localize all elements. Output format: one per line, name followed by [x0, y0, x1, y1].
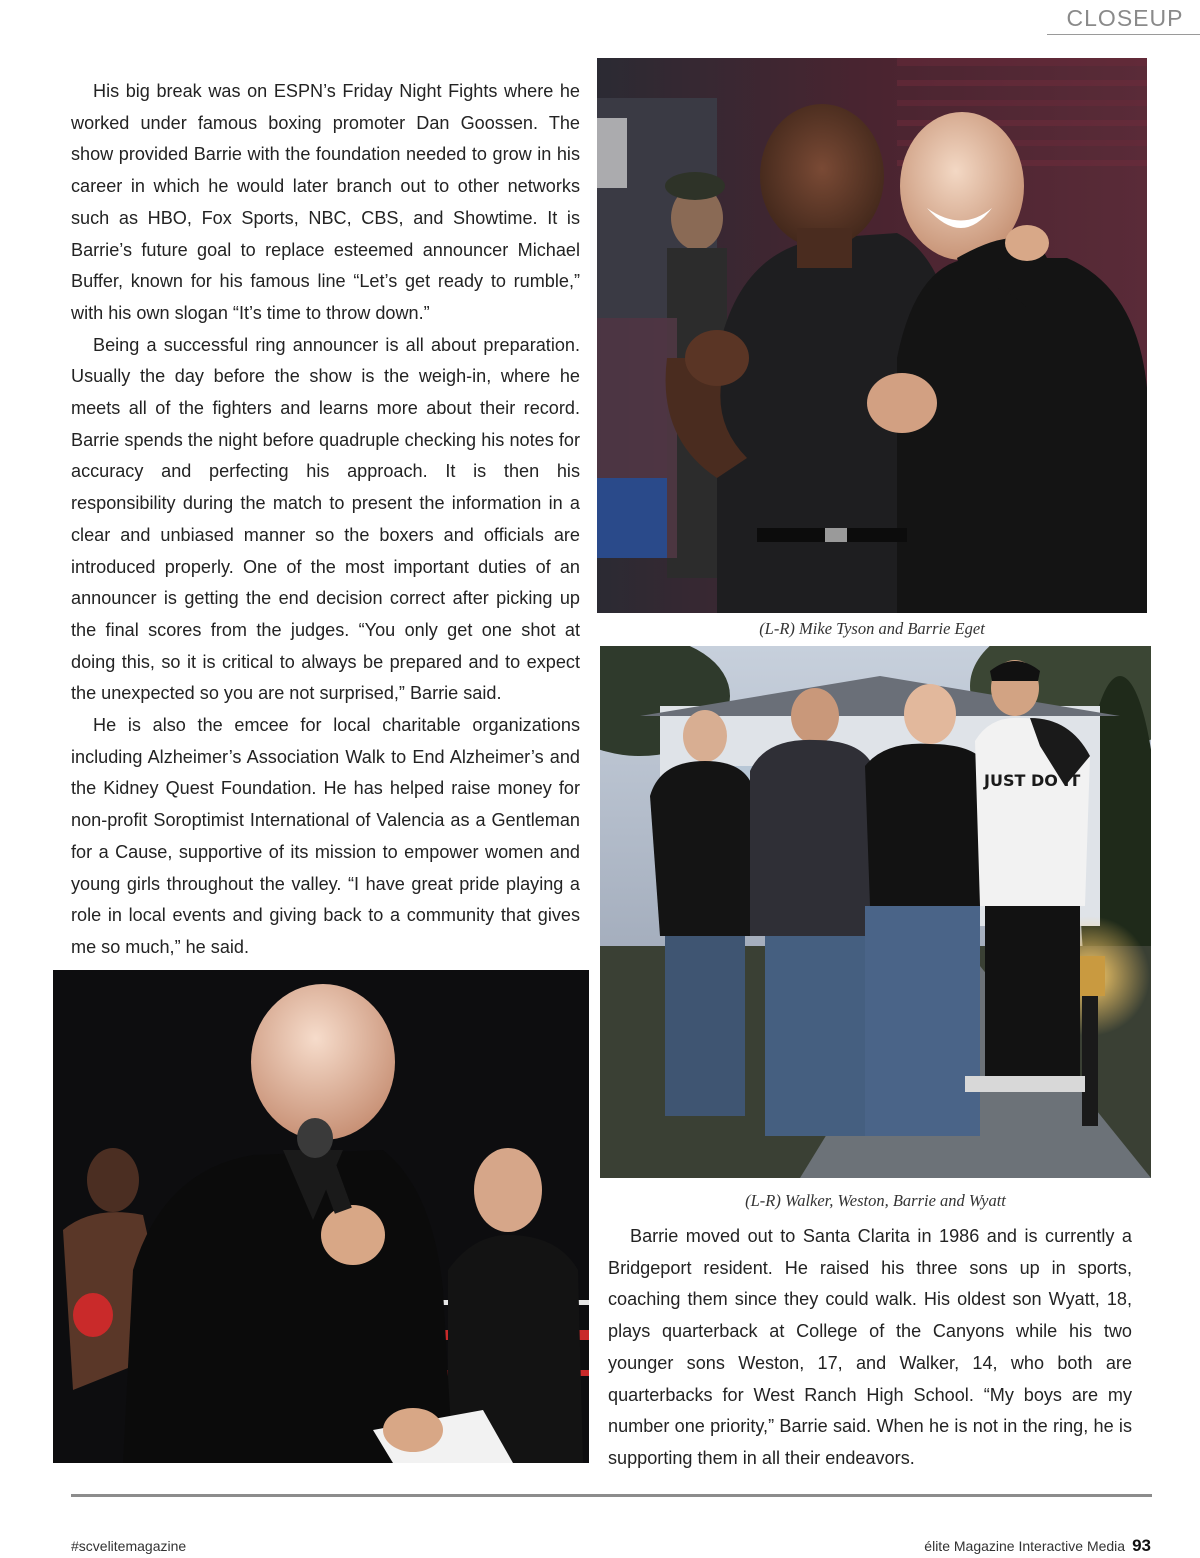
photo-caption: (L-R) Walker, Weston, Barrie and Wyatt [745, 1191, 1006, 1210]
photo-barrie-announcing [53, 970, 589, 1463]
footer-rule [71, 1494, 1152, 1497]
section-label: CLOSEUP [1066, 5, 1184, 31]
footer-hashtag: #scvelitemagazine [71, 1538, 187, 1554]
photo-family [600, 646, 1151, 1178]
section-rule [1047, 34, 1200, 35]
article-paragraph: His big break was on ESPN’s Friday Night Fights where he worked under famous boxing promoter Dan Goossen. The show provided Barrie with the foundation needed to grow in his career in which he would later branch out to other networks such as HBO, Fox Sports, NBC, CBS, and Showtime. It is Barrie’s future goal to replace esteemed announcer Michael Buffer, known for his famous line “Let’s get ready to rumble,” with his own slogan “It’s time to throw down.” [71, 81, 580, 323]
article-paragraph: Being a successful ring announcer is all about preparation. Usually the day before the show is the weigh-in, where he meets all of the fighters and learns more about their record. Barrie spends the night before quadruple checking his notes for accuracy and perfecting his approach. It is then his responsibility during the match to present the information in a clear and unbiased manner so the boxers and officials are introduced properly. One of the most important duties of an announcer is getting the end decision correct after picking up the final scores from the judges. “You only get one shot at doing this, so it is critical to always be prepared and to expect the unexpected so you are not surprised,” Barrie said. [71, 334, 580, 704]
publication-name: élite Magazine Interactive Media [924, 1538, 1126, 1554]
photo-tyson-and-barrie [597, 58, 1147, 613]
article-paragraph: He is also the emcee for local charitable organizations including Alzheimer’s Association Walk to End Alzheimer’s and the Kidney Quest Foundation. He has helped raise money for non-profit Soroptimist International of Valencia as a Gentleman for a Cause, supportive of its mission to empower women and young girls throughout the valley. “I have great pride playing a role in local events and giving back to a community that gives me so much,” he said. [71, 715, 580, 957]
photo-caption: (L-R) Mike Tyson and Barrie Eget [759, 619, 985, 638]
page-number: 93 [1132, 1536, 1151, 1555]
article-right-column [608, 1221, 1132, 1475]
article-paragraph: Barrie moved out to Santa Clarita in 1986 and is currently a Bridgeport resident. He raised his three sons up in sports, coaching them since they could walk. His oldest son Wyatt, 18, plays quarterback at College of the Canyons while his two younger sons Weston, 17, and Walker, 14, who both are quarterbacks for West Ranch High School. “My boys are my number one priority,” Barrie said. When he is not in the ring, he is supporting them in all their endeavors. [608, 1226, 1132, 1468]
shirt-logo-text: JUST DO IT [984, 771, 1081, 790]
footer-publication [924, 1536, 1151, 1556]
article-left-column [71, 76, 580, 964]
